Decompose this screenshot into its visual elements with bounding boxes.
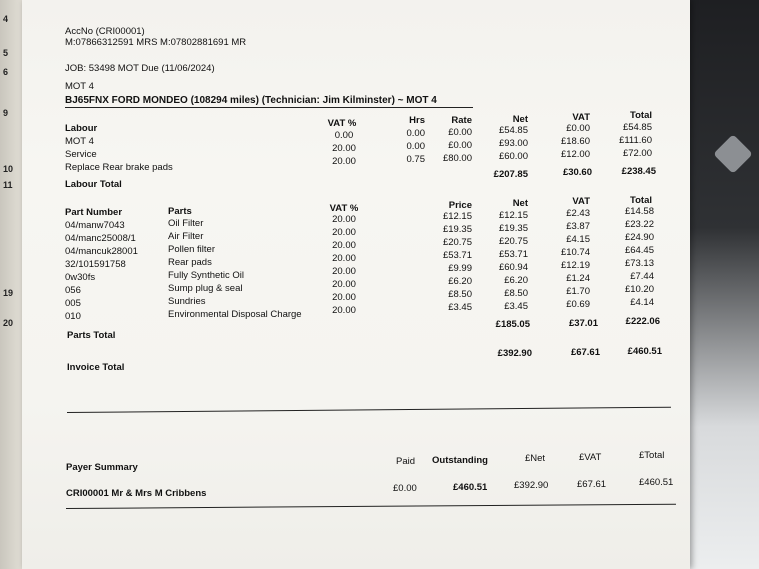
parts-total-vat: £37.01 [568, 318, 598, 329]
parts-row-total: £24.90 [624, 232, 654, 243]
labour-hrs-column [387, 127, 425, 166]
parts-row-total: £73.13 [624, 258, 654, 269]
parts-row-number: 04/manc25008/1 [65, 233, 136, 244]
payer-header-vat: £VAT [579, 452, 602, 463]
payer-header-paid: Paid [396, 456, 416, 467]
labour-header-vat: VAT [572, 112, 590, 123]
invoice-total-vat: £67.61 [570, 347, 600, 358]
labour-row-rate: £0.00 [448, 140, 472, 151]
labour-row-desc: MOT 4 [65, 136, 94, 147]
payer-header-outstanding: Outstanding [432, 455, 488, 466]
parts-row-vat: £2.43 [566, 208, 590, 219]
parts-row-desc: Air Filter [168, 231, 204, 242]
job-line: JOB: 53498 MOT Due (11/06/2024) [65, 63, 215, 74]
side-number: 5 [3, 48, 9, 58]
parts-row-price: £19.35 [442, 224, 472, 235]
labour-net-column [486, 124, 528, 163]
parts-price-column [430, 210, 472, 314]
labour-row-vat: £12.00 [560, 149, 590, 160]
parts-total-label: Parts Total [67, 330, 116, 341]
labour-row-rate: £80.00 [442, 153, 472, 164]
parts-row-total: £64.45 [624, 245, 654, 256]
labour-row-net: £93.00 [498, 138, 528, 149]
side-number: 9 [3, 108, 9, 118]
parts-row-total: £14.58 [624, 206, 654, 217]
parts-row-total: £23.22 [624, 219, 654, 230]
labour-row-vat-pct: 20.00 [332, 156, 356, 167]
parts-row-price: £53.71 [442, 250, 472, 261]
parts-header-vat-pct: VAT % [329, 203, 359, 214]
parts-row-desc: Pollen filter [168, 244, 215, 255]
labour-row-total: £54.85 [622, 122, 652, 133]
parts-header-price: Price [448, 200, 472, 211]
parts-row-net: £53.71 [498, 249, 528, 260]
payer-paid: £0.00 [393, 483, 417, 494]
parts-row-price: £3.45 [448, 302, 472, 313]
parts-row-vat-pct: 20.00 [332, 227, 356, 238]
parts-row-vat: £1.24 [566, 273, 590, 284]
account-mobiles: M:07866312591 MRS M:07802881691 MR [65, 37, 247, 48]
parts-net-column [486, 209, 528, 313]
side-number: 10 [3, 164, 14, 174]
labour-row-hrs: 0.75 [406, 154, 425, 165]
parts-row-total: £4.14 [630, 297, 654, 308]
payer-net: £392.90 [514, 480, 549, 491]
parts-row-vat: £10.74 [560, 247, 590, 258]
parts-row-price: £20.75 [442, 237, 472, 248]
parts-row-price: £8.50 [448, 289, 472, 300]
labour-header-hrs: Hrs [409, 115, 425, 126]
labour-vat-pct-column [320, 129, 368, 168]
payer-header-net: £Net [525, 453, 546, 464]
labour-rate-column [432, 126, 472, 165]
parts-row-net: £8.50 [504, 288, 528, 299]
parts-row-net: £6.20 [504, 275, 528, 286]
parts-desc-column [168, 217, 318, 321]
parts-row-price: £6.20 [448, 276, 472, 287]
labour-header-rate: Rate [451, 115, 472, 126]
payer-divider [66, 504, 676, 509]
right-background [679, 0, 759, 569]
parts-row-vat: £1.70 [566, 286, 590, 297]
parts-row-net: £19.35 [498, 223, 528, 234]
labour-row-vat: £0.00 [566, 123, 590, 134]
side-number: 6 [3, 67, 9, 77]
labour-header-net: Net [512, 114, 528, 125]
labour-row-hrs: 0.00 [406, 141, 425, 152]
parts-row-total: £7.44 [630, 271, 654, 282]
parts-row-vat-pct: 20.00 [332, 253, 356, 264]
parts-number-column [65, 219, 165, 323]
invoice-total-total: £460.51 [627, 346, 662, 357]
payer-total: £460.51 [639, 477, 674, 488]
invoice-total-label: Invoice Total [67, 362, 125, 373]
parts-row-number: 04/manw7043 [65, 220, 125, 231]
vehicle-underline [65, 107, 473, 108]
desk-object [713, 134, 753, 174]
labour-total-net: £207.85 [493, 169, 528, 180]
parts-row-vat-pct: 20.00 [332, 292, 356, 303]
labour-total-total: £238.45 [621, 166, 656, 177]
parts-row-desc: Rear pads [168, 257, 212, 268]
parts-row-desc: Sundries [168, 296, 206, 307]
parts-row-desc: Fully Synthetic Oil [168, 270, 245, 281]
labour-desc-column [65, 135, 265, 174]
parts-header-vat: VAT [572, 196, 590, 207]
parts-row-number: 32/101591758 [65, 259, 126, 270]
labour-row-hrs: 0.00 [406, 128, 425, 139]
labour-section-heading: Labour [65, 123, 98, 134]
parts-row-vat-pct: 20.00 [332, 305, 356, 316]
invoice-divider [67, 407, 671, 413]
vehicle-line: BJ65FNX FORD MONDEO (108294 miles) (Technician: Jim Kilminster) ~ MOT 4 [65, 95, 437, 106]
labour-row-vat: £18.60 [560, 136, 590, 147]
parts-row-total: £10.20 [624, 284, 654, 295]
labour-row-desc: Service [65, 149, 97, 160]
parts-row-net: £12.15 [498, 210, 528, 221]
labour-row-rate: £0.00 [448, 127, 472, 138]
side-number: 4 [3, 14, 9, 24]
parts-row-vat: £3.87 [566, 221, 590, 232]
labour-row-vat-pct: 20.00 [332, 143, 356, 154]
payer-name: CRI00001 Mr & Mrs M Cribbens [66, 488, 207, 499]
parts-row-vat-pct: 20.00 [332, 279, 356, 290]
parts-row-net: £3.45 [504, 301, 528, 312]
parts-header-parts: Parts [168, 206, 192, 217]
left-background-strip [0, 0, 24, 569]
parts-row-number: 0w30fs [65, 272, 96, 283]
labour-row-vat-pct: 0.00 [334, 130, 354, 141]
parts-row-number: 056 [65, 285, 81, 296]
parts-row-net: £60.94 [498, 262, 528, 273]
invoice-total-net: £392.90 [497, 348, 532, 359]
parts-row-vat: £12.19 [560, 260, 590, 271]
mot-label: MOT 4 [65, 81, 94, 92]
parts-row-desc: Oil Filter [168, 218, 204, 229]
labour-vat-column [550, 122, 590, 161]
payer-vat: £67.61 [577, 479, 607, 490]
account-number: AccNo (CRI00001) [65, 26, 145, 37]
labour-row-net: £54.85 [498, 125, 528, 136]
invoice-document [22, 0, 690, 569]
parts-row-desc: Environmental Disposal Charge [168, 309, 302, 320]
parts-row-vat-pct: 20.00 [332, 240, 356, 251]
parts-header-net: Net [512, 198, 528, 209]
parts-row-number: 04/mancuk28001 [65, 246, 138, 257]
parts-row-number: 010 [65, 311, 81, 322]
payer-outstanding: £460.51 [453, 482, 488, 493]
parts-row-number: 005 [65, 298, 81, 309]
parts-row-vat: £4.15 [566, 234, 590, 245]
labour-total-vat: £30.60 [562, 167, 592, 178]
parts-row-vat-pct: 20.00 [332, 266, 356, 277]
labour-row-total: £72.00 [622, 148, 652, 159]
side-number: 20 [3, 318, 14, 328]
parts-vat-pct-column [320, 213, 368, 317]
parts-row-price: £12.15 [442, 211, 472, 222]
side-number: 11 [3, 180, 13, 190]
parts-row-desc: Sump plug & seal [168, 283, 243, 294]
labour-total-label: Labour Total [65, 179, 122, 190]
side-number: 19 [3, 288, 14, 298]
payer-summary-label: Payer Summary [66, 462, 138, 473]
labour-row-desc: Replace Rear brake pads [65, 162, 173, 173]
labour-header-vat-pct: VAT % [327, 118, 357, 129]
parts-row-net: £20.75 [498, 236, 528, 247]
parts-total-total: £222.06 [625, 316, 660, 327]
parts-header-total: Total [630, 195, 652, 206]
labour-row-total: £111.60 [619, 135, 652, 146]
parts-vat-column [550, 207, 590, 311]
labour-row-net: £60.00 [498, 151, 528, 162]
parts-row-vat: £0.69 [566, 299, 590, 310]
parts-header-part-number: Part Number [65, 207, 123, 218]
parts-row-price: £9.99 [448, 263, 472, 274]
payer-header-total: £Total [639, 450, 665, 461]
labour-total-column [610, 121, 652, 160]
labour-header-total: Total [630, 110, 652, 121]
parts-row-vat-pct: 20.00 [332, 214, 356, 225]
parts-total-net: £185.05 [495, 319, 530, 330]
parts-total-column [610, 205, 654, 309]
